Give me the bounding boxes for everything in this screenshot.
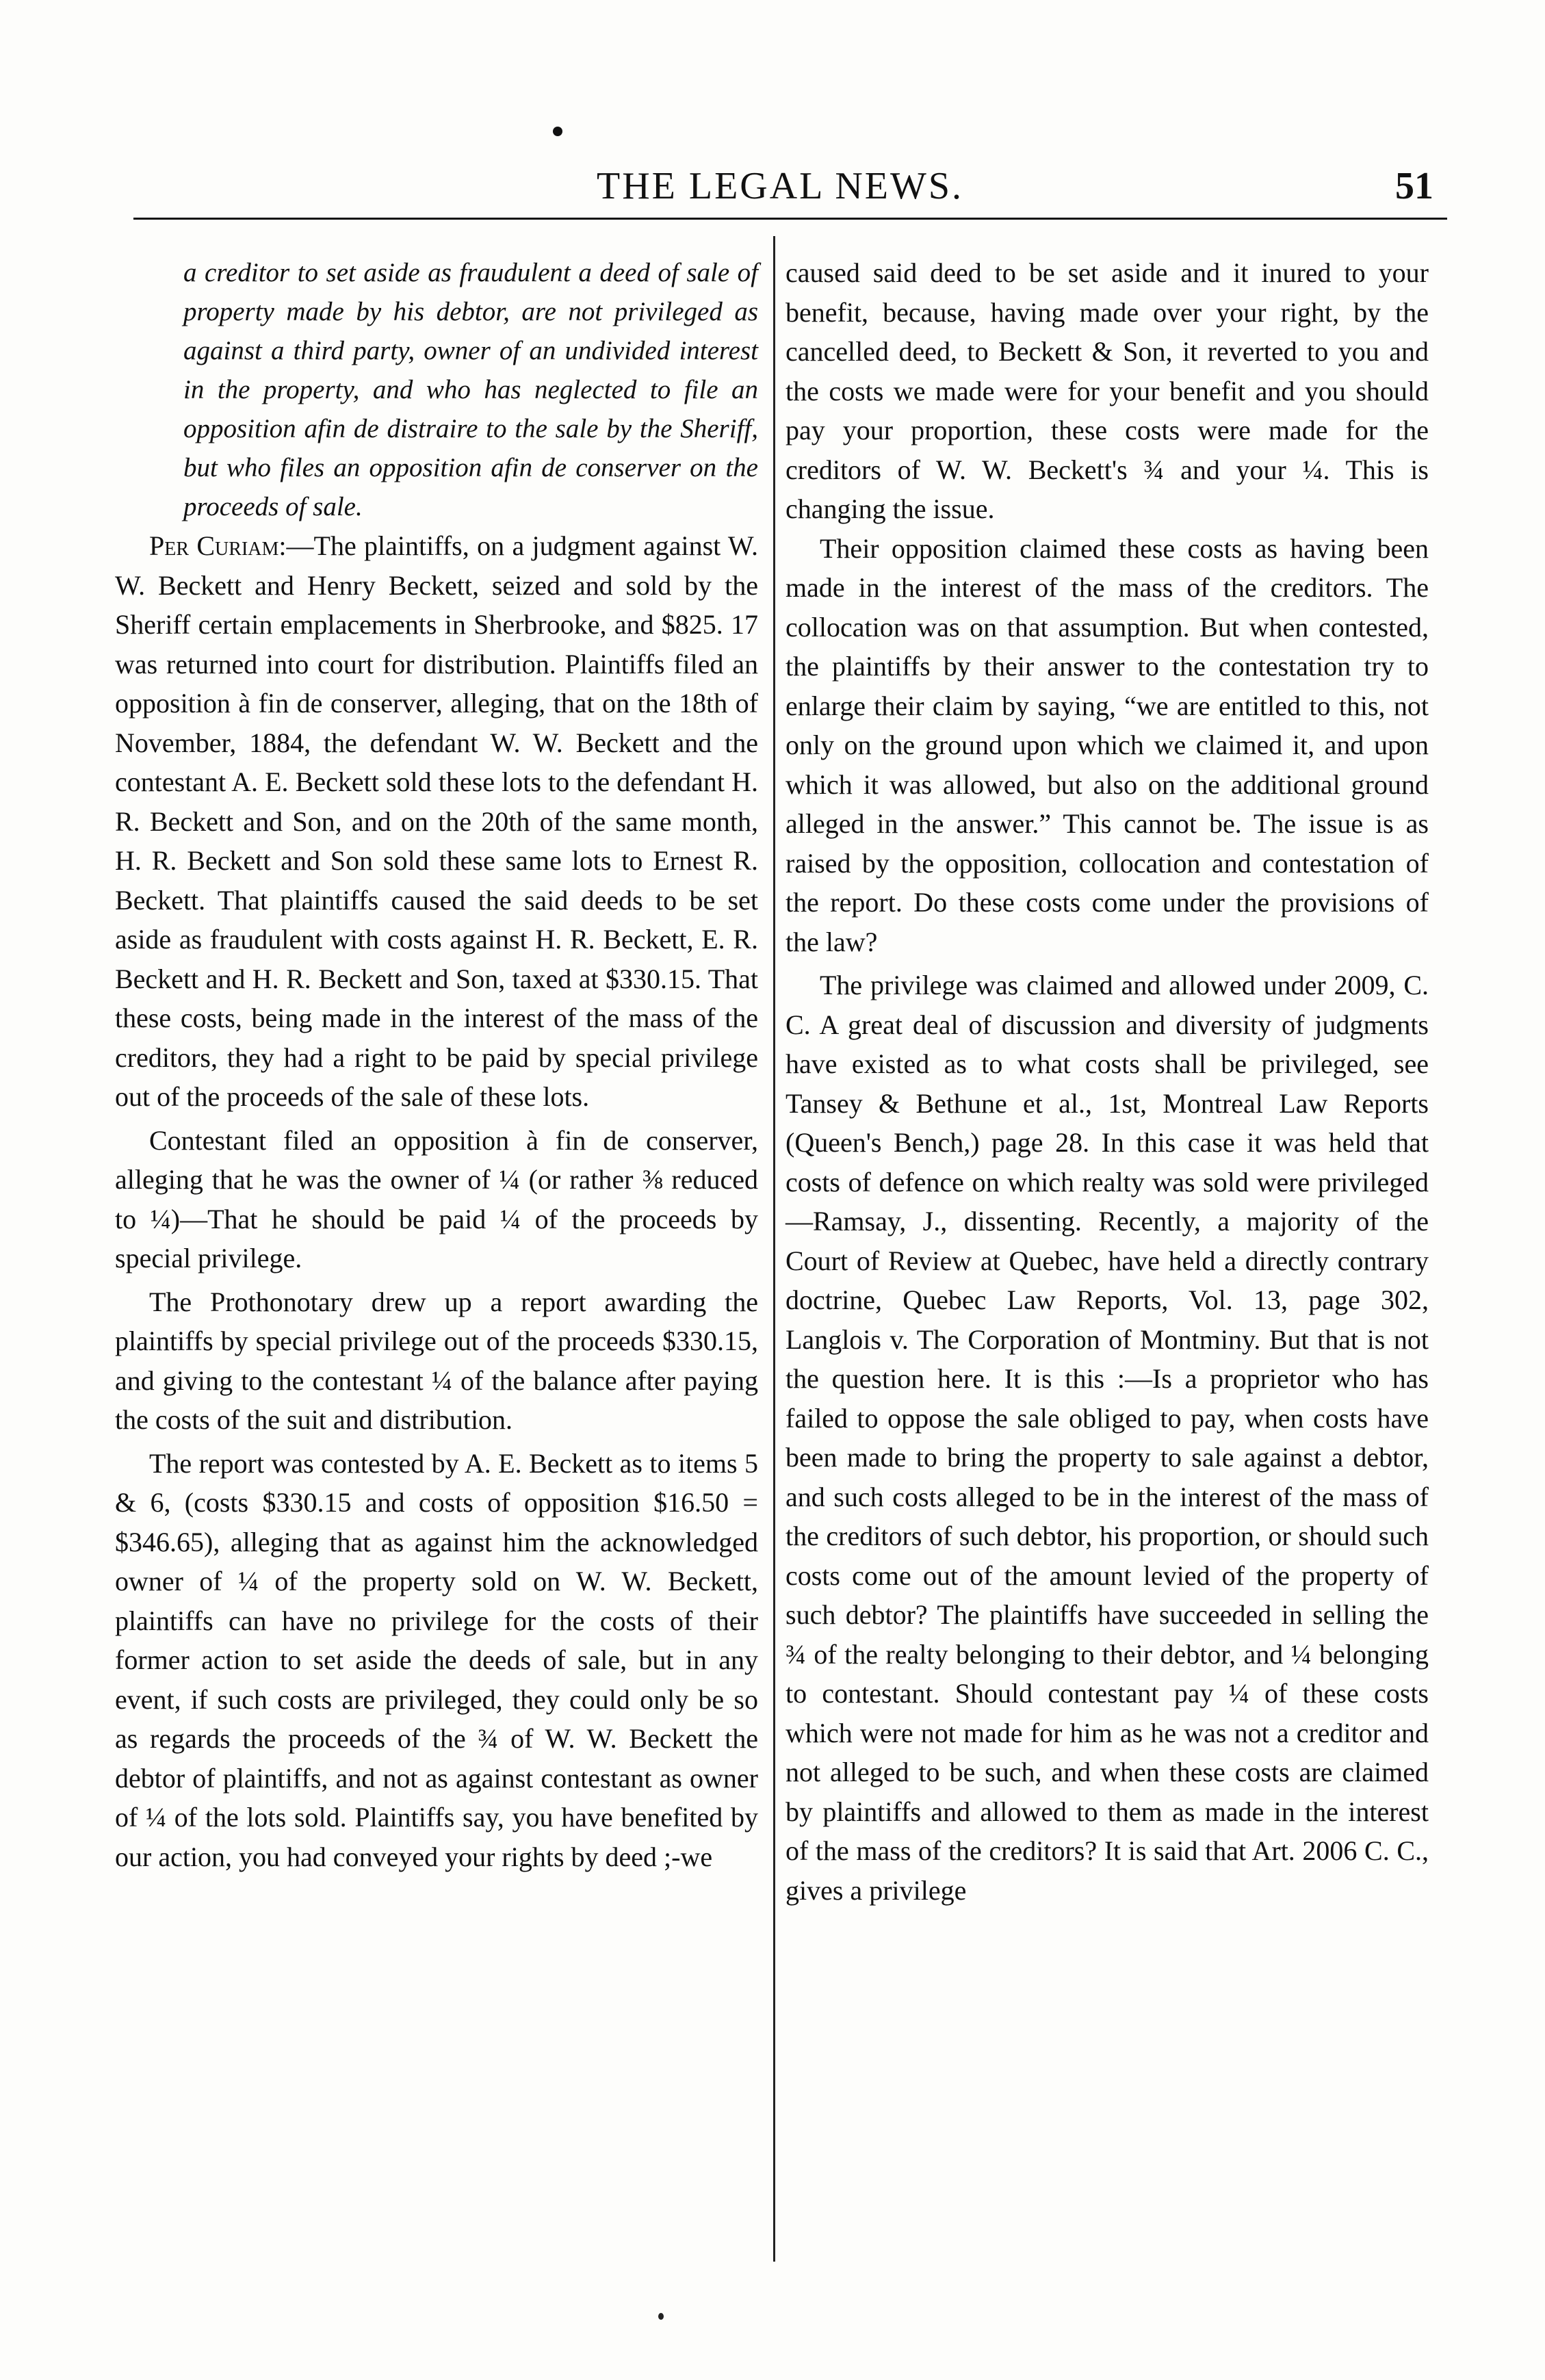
paragraph: The privilege was claimed and allowed under 2009, C. C. A great deal of discussion and diversity of judgments have existed as to what costs shall be privileged, see Tansey & Bethune et al., 1st, Montreal Law Reports (Queen's Bench,) page 28. In this case it was held that costs of defence on which realty was sold were privileged—Ramsay, J., dissenting. Recently, a majority of the Court of Review at Quebec, have held a directly contrary doctrine, Quebec Law Reports, Vol. 13, page 302, Langlois v. The Corporation of Montminy. But that is not the question here. It is this :—Is a proprietor who has failed to oppose the sale obliged to pay, when costs have been made to bring the property to sale against a debtor, and such costs alleged to be in the interest of the mass of the creditors of such debtor, his proportion, or should such costs come out of the amount levied of the property of such debtor? The plaintiffs have succeeded in selling the ¾ of the realty belonging to their debtor, and ¼ belonging to contestant. Should contestant pay ¼ of these costs which were not made for him as he was not a creditor and not alleged to be such, and when these costs are claimed by plaintiffs and allowed to them as made in the interest of the mass of the creditors? It is said that Art. 2006 C. C., gives a privilege xyxy=(786,970,1429,1906)
printer-mark-bottom xyxy=(658,2313,664,2320)
column-divider xyxy=(773,236,775,2262)
paragraph: The Prothonotary drew up a report awarding the plaintiffs by special privilege out of the proceeds $330.15, and giving to the contestant ¼ of the balance after paying the costs of the suit and distribution. xyxy=(115,1286,758,1435)
printer-mark-top xyxy=(553,127,562,136)
paragraph: caused said deed to be set aside and it inured to your benefit, because, having made over your right, by the cancelled deed, to Beckett & Son, it reverted to you and the costs we made were for your benefit and you should pay your proportion, these costs were made for the creditors of W. W. Beckett's ¾ and your ¼. This is changing the issue. xyxy=(786,257,1429,524)
paragraph: Their opposition claimed these costs as having been made in the interest of the mass of the creditors. The collocation was on that assumption. But when contested, the plaintiffs by their answer to the contestation try to enlarge their claim by saying, “we are entitled to this, not only on the ground upon which we claimed it, and upon which it was allowed, but also on the additional ground alleged in the answer.” This cannot be. The issue is as raised by the opposition, collocation and contestation of the report. Do these costs come under the provisions of the law? xyxy=(786,532,1429,957)
journal-title: THE LEGAL NEWS. xyxy=(597,165,963,207)
paragraph-per-curiam xyxy=(115,526,758,1117)
right-column xyxy=(786,253,1429,1910)
running-head xyxy=(0,164,1545,212)
headnote: a creditor to set aside as fraudulent a deed of sale of property made by his debtor, are not privileged as against a third party, owner of an undivided interest in the property, and who has neglected to file an opposition afin de distraire to the sale by the Sheriff, but who files an opposition afin de conserver on the proceeds of sale. xyxy=(183,258,758,521)
header-rule xyxy=(133,218,1447,220)
left-column xyxy=(115,253,758,1876)
per-curiam-label: Per Curiam xyxy=(149,530,279,561)
paragraph: Contestant filed an opposition à fin de conserver, alleging that he was the owner of ¼ (or rather ⅜ reduced to ¼)—That he should be paid ¼ of the proceeds by special privilege. xyxy=(115,1124,758,1273)
paragraph: The report was contested by A. E. Beckett as to items 5 & 6, (costs $330.15 and costs of opposition $16.50 = $346.65), alleging that as against him the acknowledged owner of ¼ of the property sold on W. W. Beckett, plaintiffs can have no privilege for the costs of their former action to set aside the deeds of sale, but in any event, if such costs are privileged, they could only be so as regards the proceeds of the ¾ of W. W. Beckett the debtor of plaintiffs, and not as against contestant as owner of ¼ of the lots sold. Plaintiffs say, you have benefited by our action, you had conveyed your rights by deed ;-we xyxy=(115,1447,758,1872)
page-number: 51 xyxy=(1395,165,1433,207)
paragraph-text: :—The plaintiffs, on a judgment against W. W. Beckett and Henry Beckett, seized and sold by the Sheriff certain emplacements in Sherbrooke, and $825. 17 was returned into court for distribution. Plaintiffs filed an opposition à fin de conserver, alleging, that on the 18th of November, 1884, the defendant W. W. Beckett and the contestant A. E. Beckett sold these lots to the defendant H. R. Beckett and Son, and on the 20th of the same month, H. R. Beckett and Son sold these same lots to Ernest R. Beckett. That plaintiffs caused the said deeds to be set aside as fraudulent with costs against H. R. Beckett, E. R. Beckett and H. R. Beckett and Son, taxed at $330.15. That these costs, being made in the interest of the mass of the creditors, they had a right to be paid by special privilege out of the proceeds of the sale of these lots. xyxy=(115,530,759,1112)
